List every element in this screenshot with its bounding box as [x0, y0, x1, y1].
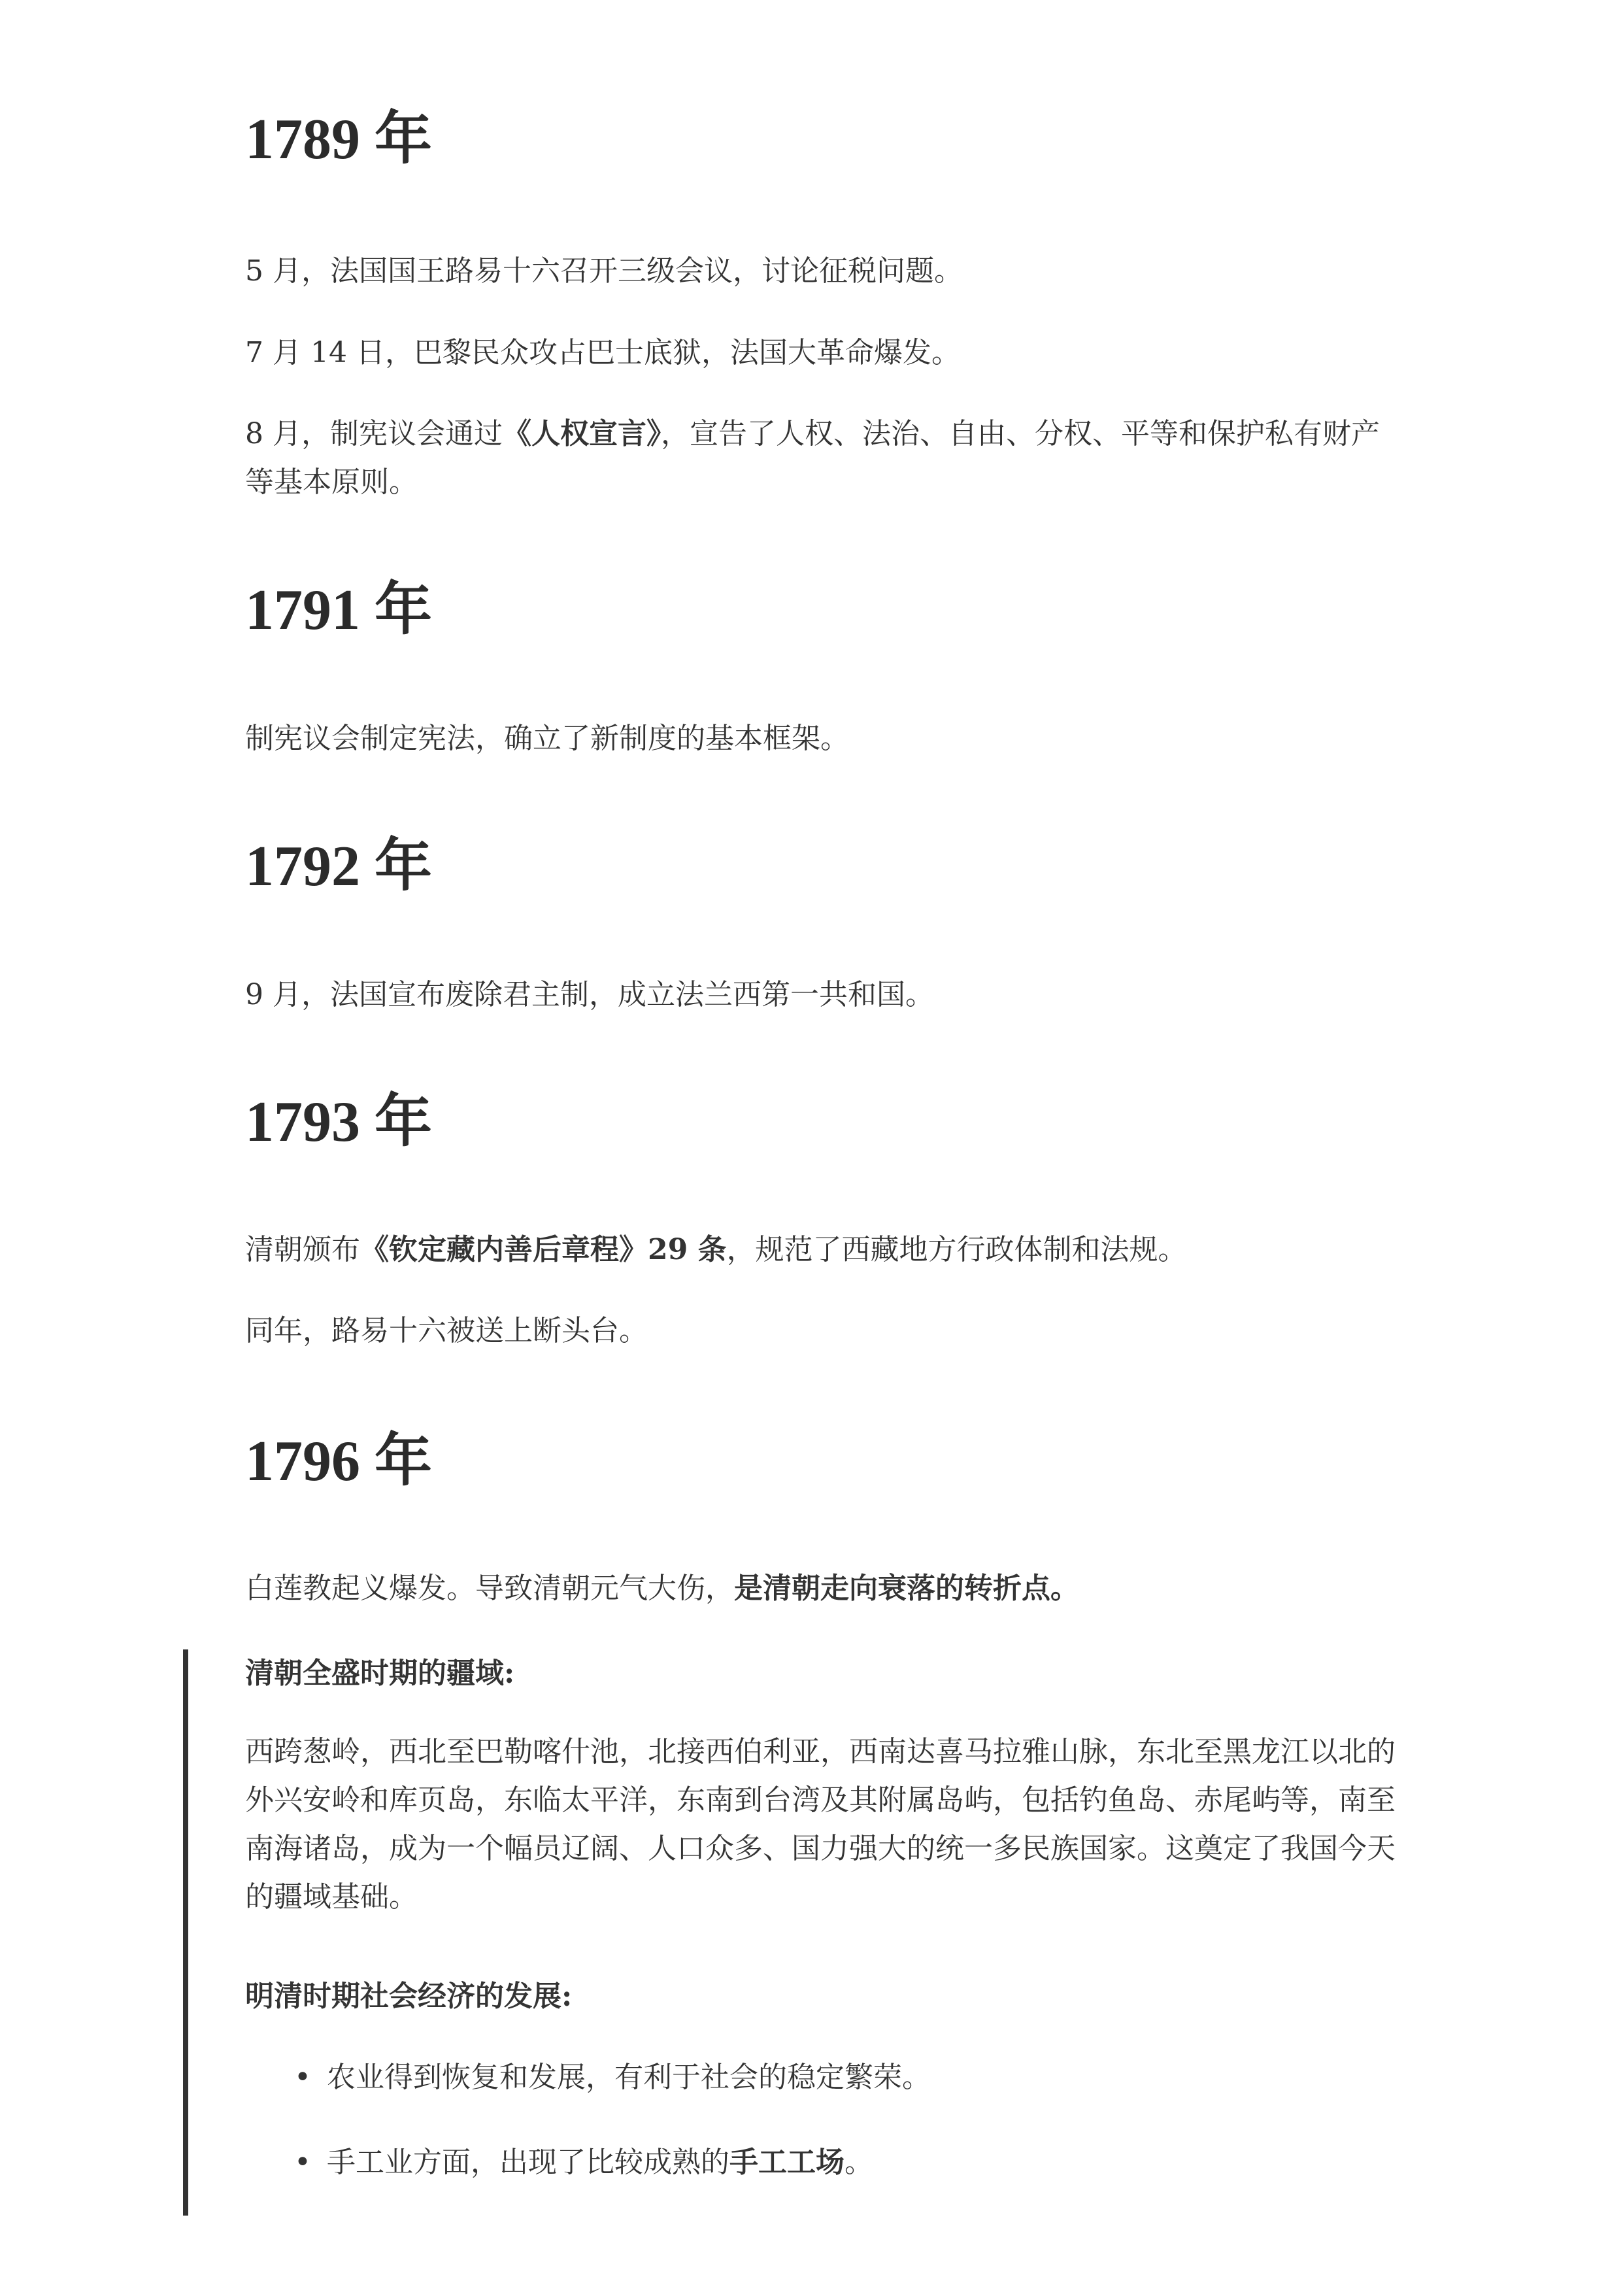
text: ，规范了西藏地方行政体制和法规。 — [726, 1233, 1187, 1266]
paragraph-1789-august — [245, 410, 1396, 507]
text: 白莲教起义爆发。导致清朝元气大伤， — [245, 1572, 734, 1605]
bold-text: 是清朝走向衰落的转折点。 — [734, 1572, 1079, 1605]
text: 手工业方面，出现了比较成熟的 — [327, 2146, 729, 2179]
text: 清朝颁布 — [245, 1233, 360, 1266]
year-heading-1792: 1792 年 — [245, 835, 433, 898]
text: 农业得到恢复和发展，有利于社会的稳定繁荣。 — [327, 2061, 931, 2094]
quote-paragraph-territory: 西跨葱岭，西北至巴勒喀什池，北接西伯利亚，西南达喜马拉雅山脉，东北至黑龙江以北的外兴安岭和库页岛，东临太平洋，东南到台湾及其附属岛屿，包括钓鱼岛、赤尾屿等，南至南海诸岛，成为一个幅员辽阔、人口众多、国力强大的统一多民族国家。这奠定了我国今天的疆域基础。 — [245, 1735, 1396, 1914]
paragraph-1796 — [245, 1564, 1396, 1613]
paragraph-1793-tibet — [245, 1226, 1396, 1274]
bullet: • — [294, 2061, 311, 2094]
year-heading-1791: 1791 年 — [245, 579, 433, 642]
bold-text: 明清时期社会经济的发展: — [245, 1980, 573, 2013]
text: ，宣告了人权、法治、自由、分权、平等和保护私有财产等基本原则。 — [245, 417, 1380, 499]
paragraph-1792: 9 月，法国宣布废除君主制，成立法兰西第一共和国。 — [245, 978, 934, 1011]
paragraph-1793-louis: 同年，路易十六被送上断头台。 — [245, 1314, 648, 1347]
bullet: • — [294, 2146, 311, 2179]
bold-text: 清朝全盛时期的疆域: — [245, 1657, 515, 1690]
quote-heading-territory — [245, 1649, 1396, 1698]
bold-text: 手工工场 — [729, 2146, 845, 2179]
year-heading-1789: 1789 年 — [245, 108, 433, 171]
bullet-list — [245, 2053, 931, 2223]
list-item — [245, 2138, 931, 2187]
paragraph-1789-may: 5 月，法国国王路易十六召开三级会议，讨论征税问题。 — [245, 254, 963, 288]
year-heading-1796: 1796 年 — [245, 1430, 433, 1493]
list-item — [245, 2053, 931, 2102]
text: 8 月，制宪议会通过 — [245, 417, 503, 450]
bold-text: 《钦定藏内善后章程》29 条 — [360, 1233, 727, 1266]
paragraph-1789-july: 7 月 14 日，巴黎民众攻占巴士底狱，法国大革命爆发。 — [245, 336, 960, 369]
text: 。 — [845, 2146, 873, 2179]
blockquote — [183, 1649, 1401, 2216]
quote-heading-economy — [245, 1972, 1396, 2021]
bold-text: 《人权宣言》 — [502, 417, 661, 450]
paragraph-1791: 制宪议会制定宪法，确立了新制度的基本框架。 — [245, 722, 849, 755]
year-heading-1793: 1793 年 — [245, 1090, 433, 1154]
